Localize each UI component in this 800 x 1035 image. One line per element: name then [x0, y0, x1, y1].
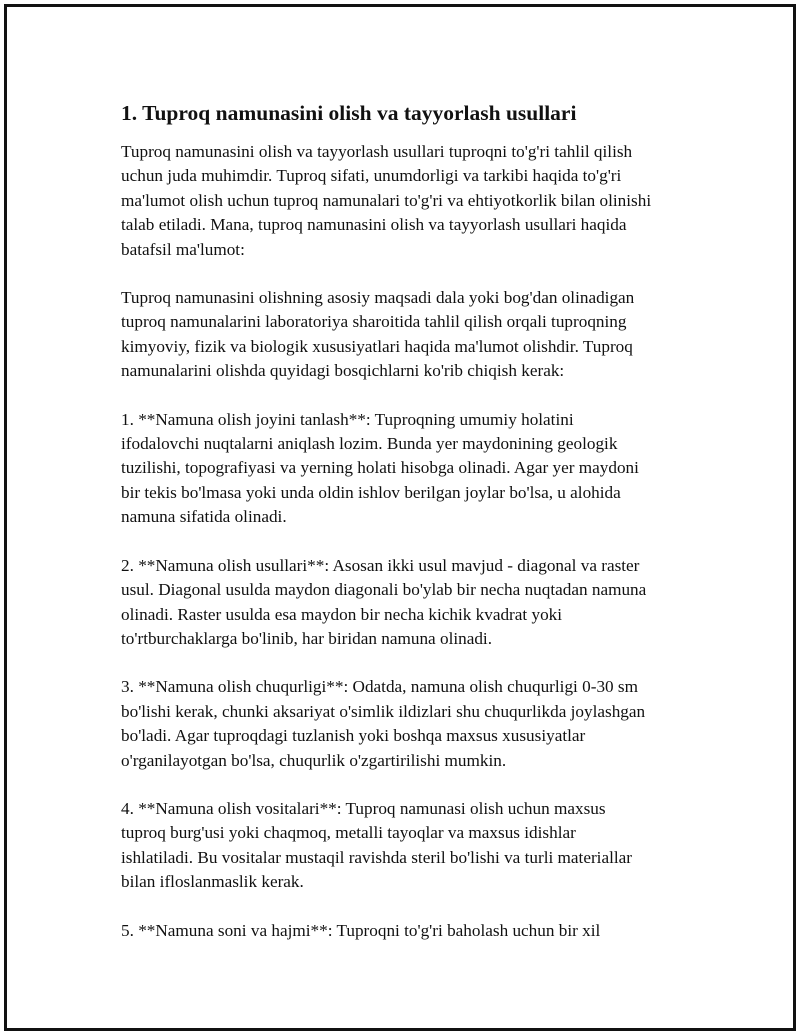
text-line: ishlatiladi. Bu vositalar mustaqil ravishda steril bo'lishi va turli materiallar: [121, 847, 632, 867]
text-line: bir tekis bo'lmasa yoki unda oldin ishlov berilgan joylar bo'lsa, u alohida: [121, 482, 621, 502]
text-line: bilan ifloslanmaslik kerak.: [121, 872, 304, 892]
text-line: tuzilishi, topografiyasi va yerning holati hisobga olinadi. Agar yer maydoni: [121, 458, 639, 478]
text-line: olinadi. Raster usulda esa maydon bir necha kichik kvadrat yoki: [121, 604, 563, 624]
step-3-paragraph: [121, 675, 693, 773]
text-line: to'rtburchaklarga bo'linib, har biridan namuna olinadi.: [121, 628, 493, 648]
text-line: o'rganilayotgan bo'lsa, chuqurlik o'zgartirilishi mumkin.: [121, 750, 507, 770]
text-line: 4. **Namuna olish vositalari**: Tuproq namunasi olish uchun maxsus: [121, 798, 606, 818]
text-line: 3. **Namuna olish chuqurligi**: Odatda, namuna olish chuqurligi 0-30 sm: [121, 677, 638, 697]
text-line: batafsil ma'lumot:: [121, 239, 245, 259]
text-line: 1. **Namuna olish joyini tanlash**: Tuproqning umumiy holatini: [121, 409, 574, 429]
intro-paragraph: [121, 140, 693, 262]
purpose-paragraph: [121, 286, 693, 384]
text-line: bo'ladi. Agar tuproqdagi tuzlanish yoki boshqa maxsus xususiyatlar: [121, 726, 586, 746]
text-line: ifodalovchi nuqtalarni aniqlash lozim. Bunda yer maydonining geologik: [121, 434, 618, 454]
text-line: namuna sifatida olinadi.: [121, 507, 287, 527]
text-line: kimyoviy, fizik va biologik xususiyatlari haqida ma'lumot olishdir. Tuproq: [121, 336, 633, 356]
step-4-paragraph: [121, 797, 693, 895]
text-line: namunalarini olishda quyidagi bosqichlarni ko'rib chiqish kerak:: [121, 361, 565, 381]
section-heading: 1. Tuproq namunasini olish va tayyorlash usullari: [121, 101, 577, 125]
text-line: Tuproq namunasini olishning asosiy maqsadi dala yoki bog'dan olinadigan: [121, 288, 635, 308]
text-line: talab etiladi. Mana, tuproq namunasini olish va tayyorlash usullari haqida: [121, 215, 627, 235]
text-line: ma'lumot olish uchun tuproq namunalari to'g'ri va ehtiyotkorlik bilan olinishi: [121, 190, 652, 210]
text-line: tuproq burg'usi yoki chaqmoq, metalli tayoqlar va maxsus idishlar: [121, 823, 576, 843]
text-line: usul. Diagonal usulda maydon diagonali bo'ylab bir necha nuqtadan namuna: [121, 580, 647, 600]
document-page: [4, 4, 796, 1031]
text-line: bo'lishi kerak, chunki aksariyat o'simlik ildizlari shu chuqurlikda joylashgan: [121, 701, 646, 721]
text-line: uchun juda muhimdir. Tuproq sifati, unumdorligi va tarkibi haqida to'g'ri: [121, 166, 622, 186]
step-2-paragraph: [121, 554, 693, 652]
text-line: tuproq namunalarini laboratoriya sharoitida tahlil qilish orqali tuproqning: [121, 312, 627, 332]
text-line: 5. **Namuna soni va hajmi**: Tuproqni to'g'ri baholash uchun bir xil: [121, 920, 601, 940]
document-body: [121, 98, 693, 967]
step-5-paragraph: [121, 919, 693, 943]
step-1-paragraph: [121, 408, 693, 530]
text-line: 2. **Namuna olish usullari**: Asosan ikki usul mavjud - diagonal va raster: [121, 555, 640, 575]
text-line: Tuproq namunasini olish va tayyorlash usullari tuproqni to'g'ri tahlil qilish: [121, 142, 633, 161]
